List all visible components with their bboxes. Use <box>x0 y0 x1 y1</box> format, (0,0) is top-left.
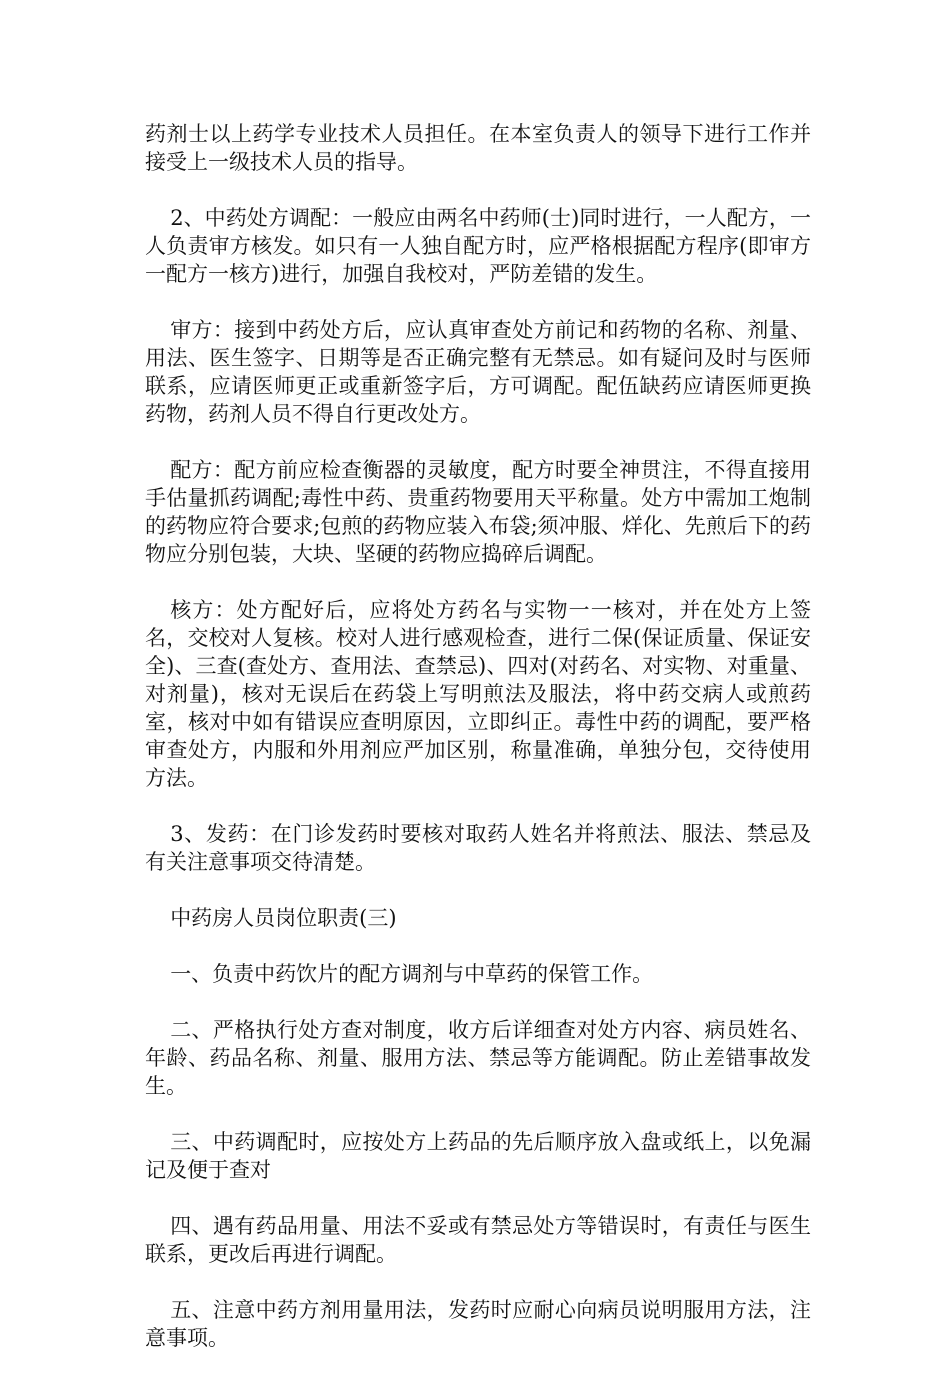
paragraph-9: 三、中药调配时，应按处方上药品的先后顺序放入盘或纸上，以免漏记及便于查对 <box>145 1130 811 1182</box>
paragraph-3: 审方：接到中药处方后，应认真审查处方前记和药物的名称、剂量、用法、医生签字、日期等是否正确完整有无禁忌。如有疑问及时与医师联系，应请医师更正或重新签字后，方可调配。配伍缺药应请医师更换药物，药剂人员不得自行更改处方。 <box>145 318 811 426</box>
paragraph-4: 配方：配方前应检查衡器的灵敏度，配方时要全神贯注，不得直接用手估量抓药调配;毒性中药、贵重药物要用天平称量。处方中需加工炮制的药物应符合要求;包煎的药物应装入布袋;须冲服、烊化、先煎后下的药物应分别包装，大块、坚硬的药物应捣碎后调配。 <box>145 458 811 566</box>
document-body <box>145 120 811 1380</box>
paragraph-1: 药剂士以上药学专业技术人员担任。在本室负责人的领导下进行工作并接受上一级技术人员的指导。 <box>145 122 811 174</box>
section-heading: 中药房人员岗位职责(三) <box>170 906 397 930</box>
paragraph-11: 五、注意中药方剂用量用法，发药时应耐心向病员说明服用方法，注意事项。 <box>145 1298 811 1350</box>
paragraph-7: 一、负责中药饮片的配方调剂与中草药的保管工作。 <box>170 962 654 986</box>
paragraph-10: 四、遇有药品用量、用法不妥或有禁忌处方等错误时，有责任与医生联系，更改后再进行调配。 <box>145 1214 811 1266</box>
paragraph-5: 核方：处方配好后，应将处方药名与实物一一核对，并在处方上签名，交校对人复核。校对人进行感观检查，进行二保(保证质量、保证安全)、三查(查处方、查用法、查禁忌)、四对(对药名、对实物、对重量、对剂量)，核对无误后在药袋上写明煎法及服法，将中药交病人或煎药室，核对中如有错误应查明原因，立即纠正。毒性中药的调配，要严格审查处方，内服和外用剂应严加区别，称量准确，单独分包，交待使用方法。 <box>145 598 811 790</box>
paragraph-2: 2、中药处方调配：一般应由两名中药师(士)同时进行，一人配方，一人负责审方核发。如只有一人独自配方时，应严格根据配方程序(即审方一配方一核方)进行，加强自我校对，严防差错的发生。 <box>145 206 811 286</box>
paragraph-8: 二、严格执行处方查对制度，收方后详细查对处方内容、病员姓名、年龄、药品名称、剂量、服用方法、禁忌等方能调配。防止差错事故发生。 <box>145 1018 811 1098</box>
paragraph-6: 3、发药：在门诊发药时要核对取药人姓名并将煎法、服法、禁忌及有关注意事项交待清楚。 <box>145 822 811 874</box>
